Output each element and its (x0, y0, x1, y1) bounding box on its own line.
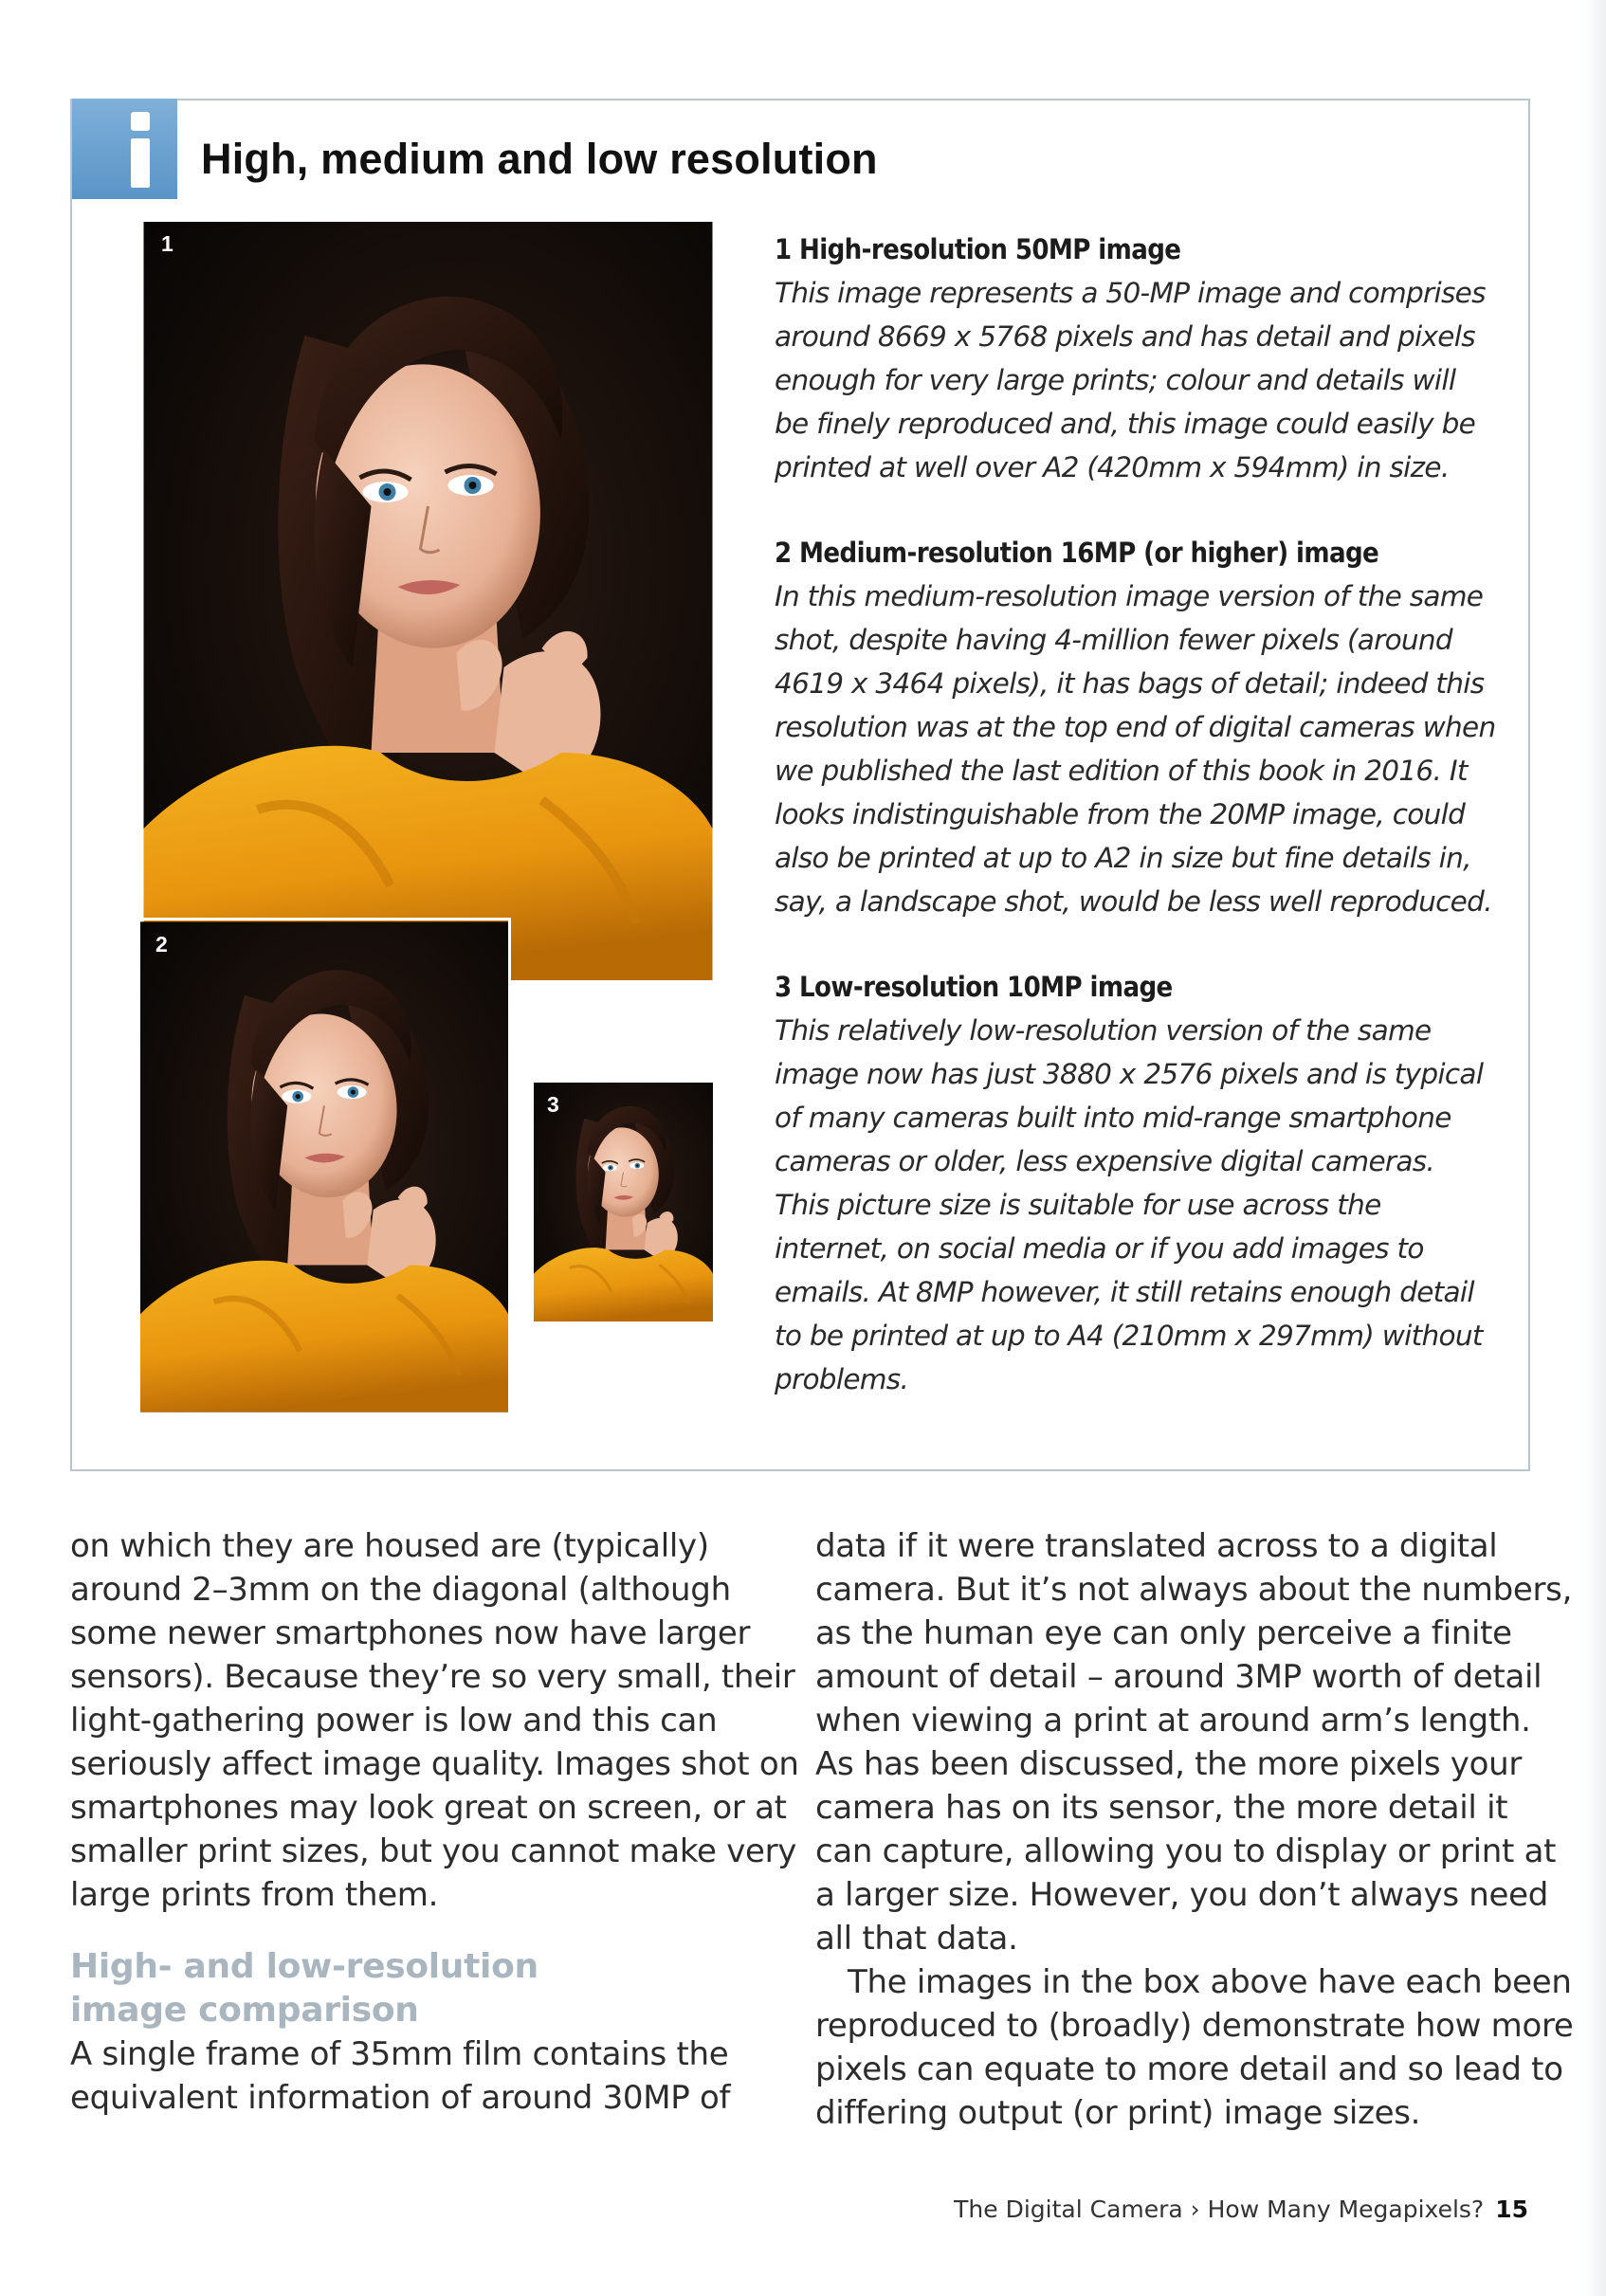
entry-high-resolution (775, 228, 1524, 489)
photo-low-resolution (534, 1083, 713, 1321)
box-title: High, medium and low resolution (201, 135, 878, 183)
body-line: around 2–3mm on the diagonal (although (70, 1571, 731, 1609)
entry-line: of many cameras built into mid-range smartphone (775, 1102, 1451, 1134)
body-line: reproduced to (broadly) demonstrate how more (815, 2007, 1574, 2045)
photo-label-3: 3 (547, 1092, 559, 1117)
entry-line: image now has just 3880 x 2576 pixels and is typical (775, 1058, 1484, 1090)
entry-line: to be printed at up to A4 (210mm x 297mm) without (775, 1320, 1483, 1352)
footer-breadcrumb: The Digital Camera › How Many Megapixels? (954, 2196, 1485, 2223)
body-line: as the human eye can only perceive a finite (815, 1614, 1512, 1652)
photo-medium-resolution (140, 918, 511, 1413)
body-line: A single frame of 35mm film contains the (70, 2035, 729, 2073)
entry-body (775, 271, 1524, 489)
body-line: The images in the box above have each been (848, 1963, 1572, 2001)
body-line: some newer smartphones now have larger (70, 1614, 751, 1652)
entry-line: resolution was at the top end of digital cameras when (775, 711, 1496, 743)
entry-heading: 3 Low-resolution 10MP image (775, 971, 1173, 1003)
entry-line: enough for very large prints; colour and details will (775, 364, 1456, 396)
body-line: can capture, allowing you to display or print at (815, 1832, 1557, 1870)
photo-label-2: 2 (155, 932, 168, 957)
entry-low-resolution (775, 965, 1524, 1401)
photo-label-1: 1 (161, 231, 173, 256)
entry-line: cameras or older, less expensive digital cameras. (775, 1145, 1435, 1177)
entry-line: problems. (775, 1363, 909, 1395)
entry-line: say, a landscape shot, would be less well reproduced. (775, 885, 1492, 918)
right-column (815, 1524, 1574, 2135)
entry-line: also be printed at up to A2 in size but fine details in, (775, 842, 1471, 874)
body-line: smartphones may look great on screen, or at (70, 1789, 787, 1827)
left-column (70, 1524, 799, 2120)
body-line: equivalent information of around 30MP of (70, 2079, 731, 2117)
entry-line: we published the last edition of this book in 2016. It (775, 755, 1468, 787)
body-line: light-gathering power is low and this can (70, 1702, 718, 1740)
entry-line: 4619 x 3464 pixels), it has bags of detail; indeed this (775, 667, 1485, 700)
body-line: large prints from them. (70, 1876, 439, 1914)
entry-body (775, 1009, 1524, 1401)
body-line: on which they are housed are (typically) (70, 1527, 709, 1565)
subheading-line: High- and low-resolution (70, 1947, 538, 1986)
body-line: smaller print sizes, but you cannot make very (70, 1832, 797, 1870)
body-line: sensors). Because they’re so very small, their (70, 1658, 795, 1696)
entry-line: around 8669 x 5768 pixels and has detail and pixels (775, 320, 1475, 353)
entry-body (775, 574, 1524, 923)
body-line: differing output (or print) image sizes. (815, 2094, 1421, 2132)
page-footer (948, 2196, 1528, 2223)
page-number: 15 (1495, 2196, 1528, 2223)
body-line: when viewing a print at around arm’s length. (815, 1702, 1531, 1740)
entry-heading: 1 High-resolution 50MP image (775, 233, 1181, 265)
entry-line: looks indistinguishable from the 20MP image, could (775, 798, 1466, 830)
entry-line: In this medium-resolution image version of the same (775, 580, 1484, 612)
body-line: a larger size. However, you don’t always need (815, 1876, 1549, 1914)
body-line: As has been discussed, the more pixels your (815, 1745, 1523, 1783)
entry-medium-resolution (775, 531, 1524, 923)
body-line: pixels can equate to more detail and so lead to (815, 2050, 1563, 2088)
entry-line: This image represents a 50-MP image and comprises (775, 277, 1486, 309)
body-line: camera has on its sensor, the more detail it (815, 1789, 1508, 1827)
section-subheading (70, 1945, 791, 2032)
body-line: camera. But it’s not always about the numbers, (815, 1571, 1573, 1609)
entry-line: shot, despite having 4-million fewer pixels (around (775, 624, 1452, 656)
page-edge (1583, 0, 1606, 2296)
entry-line: be finely reproduced and, this image could easily be (775, 408, 1476, 440)
subheading-line: image comparison (70, 1991, 419, 2030)
entry-line: This relatively low-resolution version of the same (775, 1014, 1432, 1047)
box-text (775, 228, 1524, 1443)
body-line: all that data. (815, 1920, 1018, 1958)
info-badge (72, 99, 177, 199)
entry-line: This picture size is suitable for use across the (775, 1189, 1381, 1221)
body-line: amount of detail – around 3MP worth of detail (815, 1658, 1542, 1696)
entry-heading: 2 Medium-resolution 16MP (or higher) image (775, 537, 1379, 569)
entry-line: printed at well over A2 (420mm x 594mm) in size. (775, 451, 1450, 483)
info-icon (72, 99, 177, 199)
entry-line: internet, on social media or if you add images to (775, 1232, 1424, 1265)
body-line: seriously affect image quality. Images shot on (70, 1745, 799, 1783)
body-line: data if it were translated across to a digital (815, 1527, 1498, 1565)
entry-line: emails. At 8MP however, it still retains enough detail (775, 1276, 1474, 1308)
photo-high-resolution (142, 222, 714, 980)
